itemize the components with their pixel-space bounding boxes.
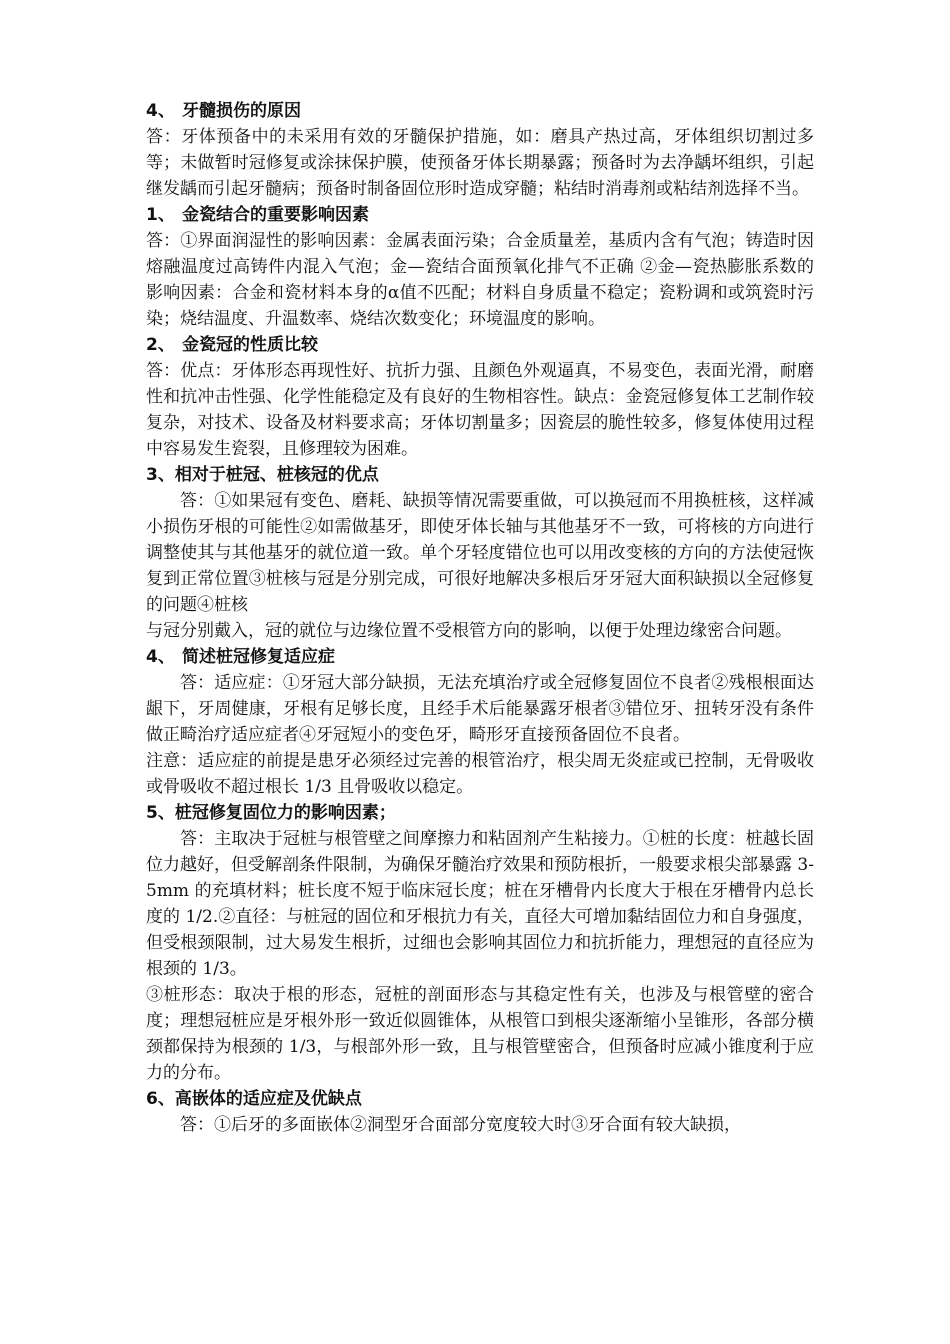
section-title: 桩冠修复固位力的影响因素； bbox=[174, 803, 396, 823]
answer-paragraph: 答：适应症：①牙冠大部分缺损，无法充填治疗或全冠修复固位不良者②残根根面达龈下，牙周健康，牙根有足够长度，且经手术后能暴露牙根者③错位牙、扭转牙没有条件做正畸治疗适应症者④牙冠短小的变色牙，畸形牙直接预备固位不良者。 bbox=[146, 673, 814, 745]
section-title: 金瓷结合的重要影响因素 bbox=[182, 205, 369, 225]
answer-paragraph: 答：①后牙的多面嵌体②洞型牙合面部分宽度较大时③牙合面有较大缺损， bbox=[180, 1115, 741, 1135]
answer-paragraph: 答：主取决于冠桩与根管壁之间摩擦力和粘固剂产生粘接力。①桩的长度：桩越长固位力越好，但受解剖条件限制，为确保牙髓治疗效果和预防根折，一般要求根尖部暴露 3-5mm 的充填材料；桩长度不短于临床冠长度；桩在牙槽骨内长度大于根在牙槽骨内总长度的 1/2.②直径：与桩冠的固位和牙根抗力有关，直径大可增加黏结固位力和自身强度，但受根颈限制，过大易发生根折，过细也会影响其固位力和抗折能力，理想冠的直径应为根颈的 1/3。 bbox=[146, 829, 814, 979]
section-number: 4、 bbox=[146, 101, 175, 121]
answer-paragraph: 答：优点：牙体形态再现性好、抗折力强、且颜色外观逼真，不易变色，表面光滑，耐磨性和抗冲击性强、化学性能稳定及有良好的生物相容性。缺点：金瓷冠修复体工艺制作较复杂，对技术、设备及材料要求高；牙体切割量多；因瓷层的脆性较多，修复体使用过程中容易发生瓷裂，且修理较为困难。 bbox=[146, 361, 814, 459]
note-paragraph: 注意：适应症的前提是患牙必须经过完善的根管治疗，根尖周无炎症或已控制，无骨吸收或骨吸收不超过根长 1/3 且骨吸收以稳定。 bbox=[146, 751, 814, 797]
section-title: 牙髓损伤的原因 bbox=[182, 101, 301, 121]
section-heading bbox=[146, 332, 814, 358]
section-heading bbox=[146, 644, 814, 670]
section-number: 6、 bbox=[146, 1089, 175, 1109]
section-number: 3、 bbox=[146, 465, 175, 485]
section-heading bbox=[146, 462, 814, 488]
section-number: 1、 bbox=[146, 205, 175, 225]
answer-paragraph: 答：①界面润湿性的影响因素：金属表面污染；合金质量差，基质内含有气泡；铸造时因熔融温度过高铸件内混入气泡；金—瓷结合面预氧化排气不正确 ②金—瓷热膨胀系数的影响因素：合金和瓷材料本身的α值不匹配；材料自身质量不稳定；瓷粉调和或筑瓷时污染；烧结温度、升温数率、烧结次数变化；环境温度的影响。 bbox=[146, 231, 814, 329]
section-title: 金瓷冠的性质比较 bbox=[182, 335, 318, 355]
answer-paragraph: ③桩形态：取决于根的形态，冠桩的剖面形态与其稳定性有关，也涉及与根管壁的密合度；理想冠桩应是牙根外形一致近似圆锥体，从根管口到根尖逐渐缩小呈锥形，各部分横颈都保持为根颈的 1/3，与根部外形一致，且与根管壁密合，但预备时应减小锥度利于应力的分布。 bbox=[146, 985, 814, 1083]
section-title: 简述桩冠修复适应症 bbox=[182, 647, 335, 667]
document-body bbox=[146, 98, 814, 1138]
answer-paragraph: 与冠分别戴入，冠的就位与边缘位置不受根管方向的影响，以便于处理边缘密合问题。 bbox=[146, 621, 792, 641]
section-title: 高嵌体的适应症及优缺点 bbox=[174, 1089, 362, 1109]
section-heading bbox=[146, 800, 814, 826]
answer-paragraph: 答：牙体预备中的未采用有效的牙髓保护措施，如：磨具产热过高，牙体组织切割过多等；未做暂时冠修复或涂抹保护膜，使预备牙体长期暴露；预备时为去净龋坏组织，引起继发龋而引起牙髓病；预备时制备固位形时造成穿髓；粘结时消毒剂或粘结剂选择不当。 bbox=[146, 127, 814, 199]
section-number: 5、 bbox=[146, 803, 175, 823]
section-heading bbox=[146, 202, 814, 228]
section-number: 4、 bbox=[146, 647, 175, 667]
section-heading bbox=[146, 1086, 814, 1112]
answer-paragraph: 答：①如果冠有变色、磨耗、缺损等情况需要重做，可以换冠而不用换桩核，这样减小损伤牙根的可能性②如需做基牙，即使牙体长轴与其他基牙不一致，可将核的方向进行调整使其与其他基牙的就位道一致。单个牙轻度错位也可以用改变核的方向的方法使冠恢复到正常位置③桩核与冠是分别完成，可很好地解决多根后牙牙冠大面积缺损以全冠修复的问题④桩核 bbox=[146, 491, 814, 615]
section-title: 相对于桩冠、桩核冠的优点 bbox=[174, 465, 379, 485]
section-heading bbox=[146, 98, 814, 124]
section-number: 2、 bbox=[146, 335, 175, 355]
